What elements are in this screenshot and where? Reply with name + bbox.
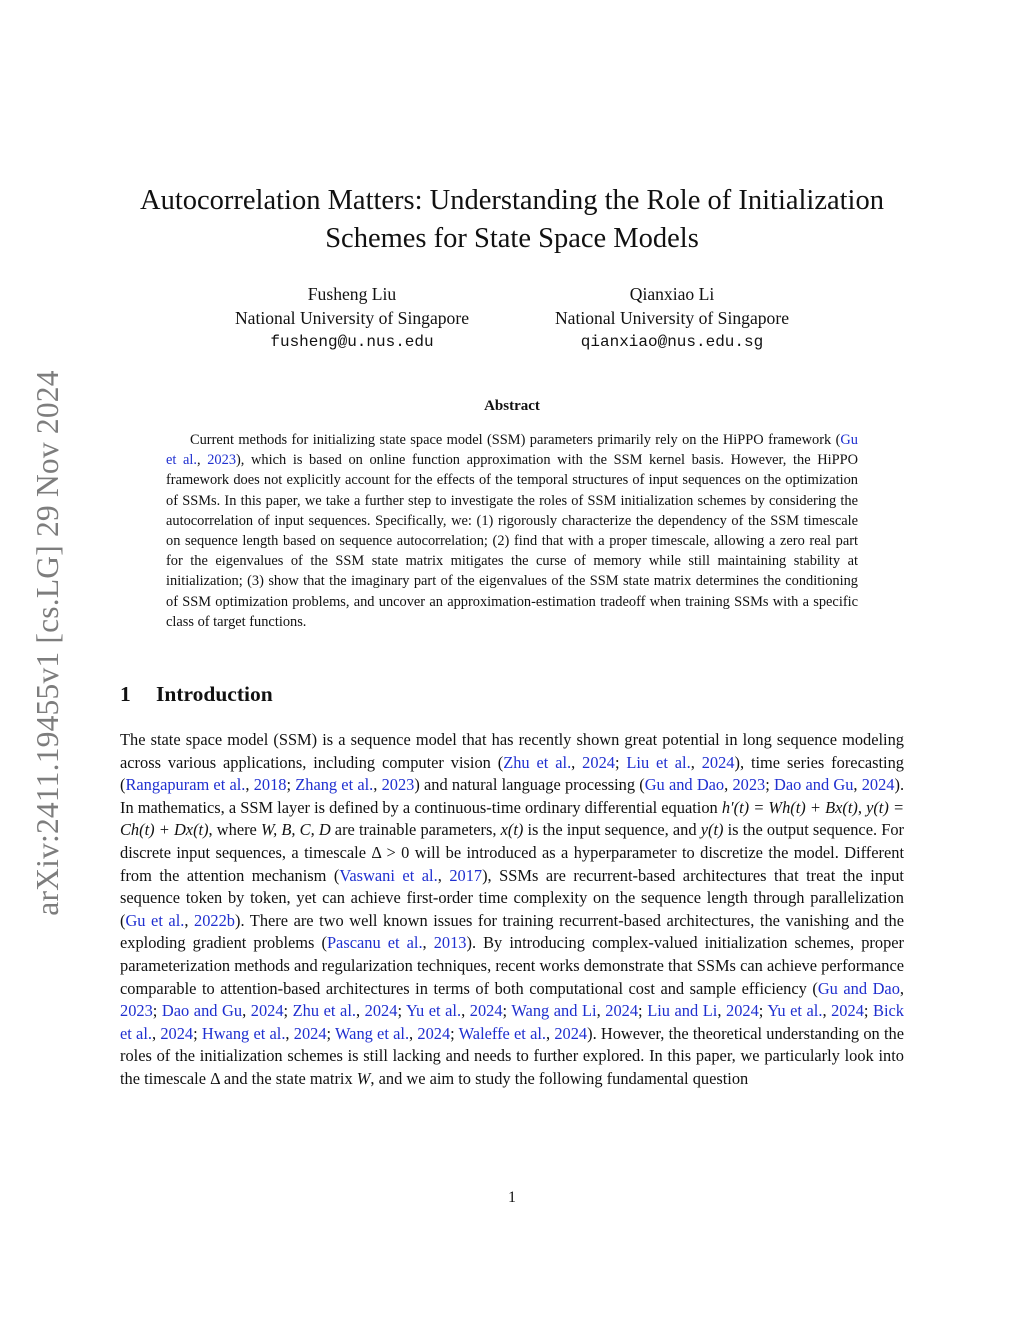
citation-link[interactable]: 2023 — [732, 775, 766, 795]
citation-link[interactable]: Zhang et al. — [295, 775, 374, 795]
body-text: The state space model (SSM) is a sequence model that has recently shown great potential in long sequence modeling across various applications, including computer vision ( — [120, 730, 904, 772]
body-text: ; — [193, 1023, 202, 1043]
body-text: , — [184, 910, 195, 930]
citation-link[interactable]: Hwang et al. — [201, 1023, 286, 1043]
body-text: ), time series forecasting ( — [120, 752, 905, 795]
math-ode-state: h′(t) = Wh(t) + Bx(t) — [721, 797, 858, 817]
citation-link[interactable]: Wang et al. — [335, 1023, 410, 1043]
abstract-text: , — [197, 452, 208, 469]
citation-link[interactable]: Gu et al. — [125, 910, 185, 930]
math-timescale — [371, 843, 409, 862]
body-text: , — [899, 978, 905, 998]
body-text: , — [717, 1001, 726, 1021]
citation-link[interactable]: Gu and Dao — [817, 978, 900, 998]
body-text: ). By introducing complex-valued initialization schemes, proper parameterization methods and regularization techniques, recent works demonstrate that SSMs can achieve performance comparable to attention-based architectures in terms of both computational cost and sample efficiency ( — [120, 933, 904, 998]
citation-link[interactable]: Gu et al. — [166, 432, 858, 469]
body-text: ). In mathematics, a SSM layer is defined by a continuous-time ordinary differential equation — [120, 775, 905, 817]
citation-link[interactable]: 2024 — [469, 1001, 503, 1021]
citation-link[interactable]: Gu and Dao — [644, 775, 725, 795]
citation-link[interactable]: 2024 — [160, 1023, 194, 1043]
math-output: y(t) — [700, 820, 724, 840]
citation-link[interactable]: 2024 — [605, 1001, 639, 1021]
body-text: , — [245, 775, 254, 795]
citation-link[interactable]: 2024 — [831, 1001, 864, 1021]
citation-link[interactable]: Liu et al. — [626, 752, 691, 772]
section-number: 1 — [120, 682, 131, 706]
citation-link[interactable]: 2024 — [582, 752, 615, 772]
body-text: ; — [863, 1001, 874, 1021]
citation-link[interactable]: 2024 — [701, 752, 735, 772]
body-text: ; — [397, 1001, 406, 1021]
math-parameters: W, B, C, D — [260, 820, 331, 840]
citation-link[interactable]: 2023 — [381, 775, 415, 795]
citation-link[interactable]: Dao and Gu — [773, 775, 854, 795]
body-text: , — [285, 1023, 294, 1043]
body-text: ; — [638, 1001, 648, 1021]
body-text: , — [373, 775, 382, 795]
math-input: x(t) — [500, 820, 524, 840]
section-heading — [120, 682, 273, 707]
citation-link[interactable]: 2024 — [554, 1023, 588, 1043]
body-text: , — [242, 1001, 251, 1021]
paper-title: Autocorrelation Matters: Understanding the Role of Initialization Schemes for State Space Models — [140, 185, 884, 254]
body-text: ; — [614, 752, 627, 772]
citation-link[interactable]: 2024 — [293, 1023, 327, 1043]
citation-link[interactable]: Rangapuram et al. — [125, 775, 246, 795]
body-text: , — [422, 933, 434, 953]
body-text: , where — [208, 820, 261, 840]
body-text: , — [461, 1001, 470, 1021]
introduction-paragraph — [120, 729, 904, 1091]
body-text: will be introduced as a hyperparameter to discretize the model. Different from the attention mechanism ( — [120, 842, 905, 885]
citation-link[interactable]: Yu et al. — [405, 1001, 462, 1021]
body-text: , — [409, 1023, 418, 1043]
citation-link[interactable]: 2024 — [417, 1023, 451, 1043]
body-text: ; — [758, 1001, 768, 1021]
math-delta-symbol: Δ — [210, 1068, 220, 1088]
author-name: Qianxiao Li — [629, 284, 715, 304]
author-email[interactable]: qianxiao@nus.edu.sg — [580, 333, 764, 351]
body-text: , and we aim to study the following fundamental question — [370, 1068, 749, 1088]
arxiv-identifier: arXiv:2411.19455v1 [cs.LG] 29 Nov 2024 — [30, 370, 65, 916]
body-text: ; — [502, 1001, 512, 1021]
citation-link[interactable]: Zhu et al. — [503, 752, 572, 772]
body-text: , — [355, 1001, 365, 1021]
citation-link[interactable]: Yu et al. — [767, 1001, 823, 1021]
body-text: is the output sequence. For discrete input sequences, a timescale — [120, 820, 904, 862]
citation-link[interactable]: 2024 — [861, 775, 895, 795]
author-email[interactable]: fusheng@u.nus.edu — [270, 333, 434, 351]
body-text: , — [822, 1001, 832, 1021]
math-ode-output: y(t) = Ch(t) + Dx(t) — [120, 797, 904, 840]
body-text: , — [690, 752, 702, 772]
citation-link[interactable]: 2022b — [194, 910, 235, 930]
math-delta: Δ — [371, 842, 382, 862]
citation-link[interactable]: 2023 — [207, 452, 237, 469]
abstract-heading: Abstract — [484, 398, 540, 414]
body-text: ). There are two well known issues for training recurrent-based architectures, the vanishing and the exploding gradient problems ( — [120, 910, 905, 953]
citation-link[interactable]: Waleffe et al. — [458, 1023, 546, 1043]
body-text: , — [724, 775, 733, 795]
citation-link[interactable]: 2024 — [364, 1001, 398, 1021]
math-positive: > 0 — [381, 842, 410, 862]
body-text: are trainable parameters, — [330, 820, 501, 840]
body-text: , — [853, 775, 862, 795]
author-affiliation: National University of Singapore — [234, 308, 470, 328]
page-number: 1 — [508, 1189, 516, 1206]
body-text: ; — [326, 1023, 336, 1043]
citation-link[interactable]: Pascanu et al. — [326, 933, 423, 953]
citation-link[interactable]: Wang and Li — [511, 1001, 597, 1021]
citation-link[interactable]: 2024 — [726, 1001, 759, 1021]
author-block-1 — [187, 282, 517, 354]
section-title: Introduction — [156, 682, 273, 706]
citation-link[interactable]: 2017 — [449, 865, 483, 885]
body-text: ; — [450, 1023, 459, 1043]
citation-link[interactable]: Bick et al. — [120, 1001, 904, 1043]
body-text: , — [596, 1001, 606, 1021]
citation-link[interactable]: 2024 — [250, 1001, 284, 1021]
author-affiliation: National University of Singapore — [554, 308, 790, 328]
abstract-text: ), which is based on online function approximation with the SSM kernel basis. However, the HiPPO framework does not explicitly account for the effects of the temporal structures of input sequences on the optimization of SSMs. In this paper, we take a further step to investigate the roles of SSM initialization schemes by considering the autocorrelation of input sequences. Specifically, we: (1) rigorously characterize the dependency of the SSM timescale on sequence length based on sequence autocorrelation; (2) find that with a proper timescale, allowing a zero real part for the eigenvalues of the SSM state matrix mitigates the curse of memory while still maintaining stability at initialization; (3) show that the imaginary part of the eigenvalues of the SSM state matrix determines the conditioning of SSM optimization problems, and uncover an approximation-estimation tradeoff when training SSMs with a specific class of target functions. — [166, 452, 858, 630]
citation-link[interactable]: Zhu et al. — [292, 1001, 356, 1021]
body-text: ; — [152, 1001, 162, 1021]
body-text: ) and natural language processing ( — [414, 775, 645, 795]
abstract-text: Current methods for initializing state space model (SSM) parameters primarily rely on the HiPPO framework ( — [190, 432, 841, 448]
citation-link[interactable]: Liu and Li — [647, 1001, 718, 1021]
citation-link[interactable]: 2013 — [433, 933, 467, 953]
body-text: ), SSMs are recurrent-based architectures that treat the input sequence token by token, yet can achieve first-order time complexity on the sequence length through parallelization ( — [120, 865, 904, 930]
body-text: ; — [765, 775, 774, 795]
body-text: , — [437, 865, 450, 885]
abstract-paragraph — [166, 430, 858, 632]
body-text: , — [546, 1023, 555, 1043]
math-delta — [210, 1069, 220, 1088]
body-text: , — [151, 1023, 161, 1043]
citation-link[interactable]: Dao and Gu — [161, 1001, 243, 1021]
arxiv-sidebar — [26, 348, 70, 938]
citation-link[interactable]: 2023 — [120, 1001, 153, 1021]
body-text: , — [857, 797, 867, 817]
math-state-matrix: W — [356, 1068, 371, 1088]
body-text: , — [571, 752, 583, 772]
citation-link[interactable]: 2018 — [253, 775, 287, 795]
body-text: ; — [283, 1001, 293, 1021]
author-name: Fusheng Liu — [307, 284, 397, 304]
citation-link[interactable]: Vaswani et al. — [339, 865, 438, 885]
body-text: and the state matrix — [219, 1068, 357, 1088]
body-text: ). However, the theoretical understanding on the roles of the initialization schemes is still lacking and needs to further explored. In this paper, we particularly look into the timescale — [120, 1023, 904, 1088]
body-text: ; — [286, 775, 296, 795]
author-block-2 — [507, 282, 837, 354]
body-text: is the input sequence, and — [523, 820, 701, 840]
